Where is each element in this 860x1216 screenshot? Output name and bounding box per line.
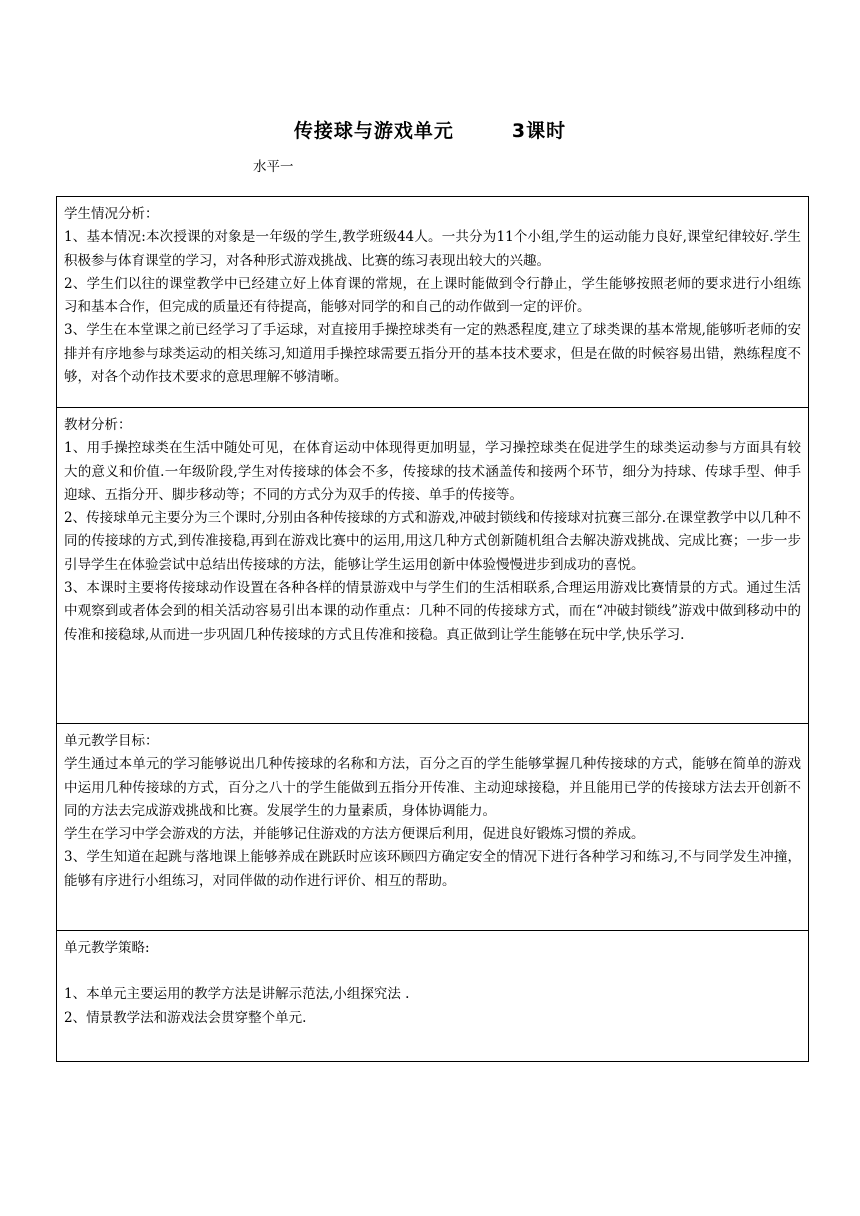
- student-analysis-cell: [57, 197, 809, 408]
- material-analysis-cell: [57, 408, 809, 724]
- paragraph: 1、基本情况:本次授课的对象是一年级的学生,教学班级44人。一共分为11个小组,学生的运动能力良好,课堂纪律较好.学生积极参与体育课堂的学习，对各种形式游戏挑战、比赛的练习表现出较大的兴趣。: [64, 229, 801, 269]
- paragraph: 1、用手操控球类在生活中随处可见，在体育运动中体现得更加明显，学习操控球类在促进学生的球类运动参与方面具有较大的意义和价值.一年级阶段,学生对传接球的体会不多，传接球的技术涵盖传和接两个环节，细分为持球、传球手型、伸手迎球、五指分开、脚步移动等；不同的方式分为双手的传接、单手的传接等。: [64, 440, 801, 503]
- section-title: 单元教学目标：: [64, 733, 159, 749]
- paragraph: 学生在学习中学会游戏的方法，并能够记住游戏的方法方便课后利用，促进良好锻炼习惯的养成。: [64, 826, 645, 843]
- page-title: [0, 116, 860, 143]
- lesson-count: 3课时: [511, 120, 567, 142]
- unit-title: 传接球与游戏单元: [293, 120, 454, 142]
- unit-goals-cell: [57, 724, 809, 931]
- table-row-unit-strategy: [57, 931, 809, 1062]
- paragraph: 3、学生知道在起跳与落地课上能够养成在跳跃时应该环顾四方确定安全的情况下进行各种学习和练习,不与同学发生冲撞，能够有序进行小组练习，对同伴做的动作进行评价、相互的帮助。: [64, 849, 801, 889]
- unit-plan-table: [56, 196, 809, 1062]
- section-title: 学生情况分析：: [64, 206, 159, 222]
- unit-strategy-cell: [57, 931, 809, 1062]
- table-row-unit-goals: [57, 724, 809, 931]
- paragraph: 1、本单元主要运用的教学方法是讲解示范法,小组探究法 .: [64, 986, 410, 1003]
- table-row-student-analysis: [57, 197, 809, 408]
- paragraph: 学生通过本单元的学习能够说出几种传接球的名称和方法，百分之百的学生能够掌握几种传接球的方式，能够在简单的游戏中运用几种传接球的方式，百分之八十的学生能做到五指分开传准、主动迎球接稳，并且能用已学的传接球方法去开创新不同的方法去完成游戏挑战和比赛。发展学生的力量素质，身体协调能力。: [64, 756, 801, 819]
- blank-line: [64, 960, 801, 983]
- section-title: 单元教学策略:: [64, 940, 150, 956]
- paragraph: 2、情景教学法和游戏法会贯穿整个单元.: [64, 1009, 307, 1026]
- section-title: 教材分析：: [64, 417, 132, 433]
- level-label: 水平一: [253, 159, 294, 175]
- paragraph: 3、学生在本堂课之前已经学习了手运球，对直接用手操控球类有一定的熟悉程度,建立了球类课的基本常规,能够听老师的安排并有序地参与球类运动的相关练习,知道用手操控球需要五指分开的基本技术要求，但是在做的时候容易出错，熟练程度不够，对各个动作技术要求的意思理解不够清晰。: [64, 322, 801, 386]
- paragraph: 2、学生们以往的课堂教学中已经建立好上体育课的常规，在上课时能做到令行静止，学生能够按照老师的要求进行小组练习和基本合作，但完成的质量还有待提高，能够对同学的和自己的动作做到一定的评价。: [64, 275, 801, 316]
- paragraph: 2、传接球单元主要分为三个课时,分别由各种传接球的方式和游戏,冲破封锁线和传接球对抗赛三部分.在课堂教学中以几种不同的传接球的方式,到传准接稳,再到在游戏比赛中的运用,用这几种方式创新随机组合去解决游戏挑战、完成比赛；一步一步引导学生在体验尝试中总结出传接球的方法，能够让学生运用创新中体验慢慢进步到成功的喜悦。: [64, 510, 801, 573]
- table-row-material-analysis: [57, 408, 809, 724]
- paragraph: 3、本课时主要将传接球动作设置在各种各样的情景游戏中与学生们的生活相联系,合理运用游戏比赛情景的方式。通过生活中观察到或者体会到的相关活动容易引出本课的动作重点：几种不同的传接球方式，而在“冲破封锁线”游戏中做到移动中的传准和接稳球,从而进一步巩固几种传接球的方式且传准和接稳。真正做到让学生能够在玩中学,快乐学习.: [64, 580, 801, 643]
